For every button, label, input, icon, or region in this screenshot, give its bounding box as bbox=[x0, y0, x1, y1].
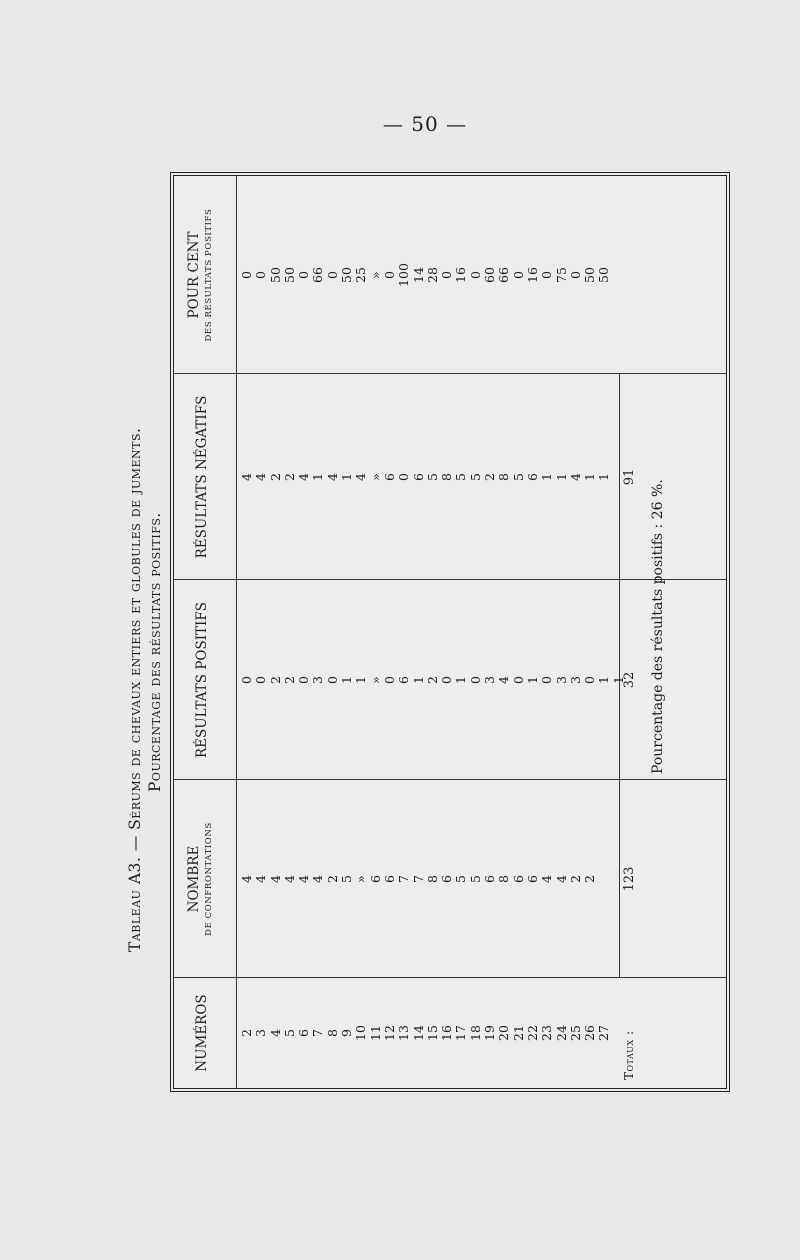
row-numero: 19 bbox=[482, 1025, 498, 1041]
row-positifs: 0 bbox=[253, 676, 269, 684]
row-negatifs: 4 bbox=[567, 473, 583, 481]
row-positifs: 0 bbox=[324, 676, 340, 684]
row-pourcent: 0 bbox=[539, 271, 555, 279]
row-pourcent: 0 bbox=[381, 271, 397, 279]
row-numero: 18 bbox=[467, 1025, 483, 1041]
row-numero: 24 bbox=[553, 1025, 569, 1041]
row-pourcent: 0 bbox=[567, 271, 583, 279]
row-negatifs: 8 bbox=[439, 473, 455, 481]
row-positifs: 1 bbox=[596, 676, 612, 684]
row-pourcent: 60 bbox=[482, 267, 498, 283]
row-positifs: 0 bbox=[539, 676, 555, 684]
row-numero: 9 bbox=[339, 1029, 355, 1037]
caption-line-1: Tableau A3. — Sérums de chevaux entiers et globules de juments. bbox=[126, 427, 144, 952]
row-positifs: 3 bbox=[553, 676, 569, 684]
row-numero: 22 bbox=[524, 1025, 540, 1041]
row-pourcent: 16 bbox=[524, 267, 540, 283]
row-positifs: 0 bbox=[439, 676, 455, 684]
row-pourcent: 100 bbox=[396, 263, 412, 287]
row-numero: 16 bbox=[439, 1025, 455, 1041]
row-nombre: 7 bbox=[396, 875, 412, 883]
row-numero: 5 bbox=[281, 1029, 297, 1037]
row-numero: 11 bbox=[367, 1025, 383, 1041]
row-positifs: 4 bbox=[496, 676, 512, 684]
row-numero: 15 bbox=[424, 1025, 440, 1041]
row-nombre: 4 bbox=[539, 875, 555, 883]
row-pourcent: 0 bbox=[510, 271, 526, 279]
row-numero: 27 bbox=[596, 1025, 612, 1041]
row-nombre: 5 bbox=[339, 875, 355, 883]
row-positifs: 3 bbox=[482, 676, 498, 684]
total-nombre: 123 bbox=[622, 866, 637, 892]
row-pourcent: 0 bbox=[467, 271, 483, 279]
row-negatifs: 1 bbox=[553, 473, 569, 481]
row-pourcent: » bbox=[367, 271, 383, 279]
row-pourcent: 16 bbox=[453, 267, 469, 283]
row-positifs: 1 bbox=[353, 676, 369, 684]
caption-line-2: Pourcentage des résultats positifs. bbox=[146, 512, 164, 792]
row-positifs: 0 bbox=[582, 676, 598, 684]
row-nombre: 5 bbox=[453, 875, 469, 883]
row-nombre: 4 bbox=[253, 875, 269, 883]
row-nombre: 4 bbox=[553, 875, 569, 883]
row-negatifs: 6 bbox=[381, 473, 397, 481]
row-positifs: 1 bbox=[339, 676, 355, 684]
total-positifs: 32 bbox=[622, 671, 637, 689]
row-nombre bbox=[597, 780, 611, 978]
row-numero: 17 bbox=[453, 1025, 469, 1041]
row-negatifs: » bbox=[367, 473, 383, 481]
row-positifs: 6 bbox=[396, 676, 412, 684]
row-positifs: 0 bbox=[296, 676, 312, 684]
row-negatifs: 2 bbox=[267, 473, 283, 481]
row-negatifs: 5 bbox=[467, 473, 483, 481]
row-nombre: 6 bbox=[381, 875, 397, 883]
percentage-note: Pourcentage des résultats positifs : 26 %. bbox=[650, 479, 666, 774]
header-rule bbox=[236, 176, 237, 1088]
row-nombre: 8 bbox=[424, 875, 440, 883]
row-numero: 21 bbox=[510, 1025, 526, 1041]
row-nombre: 5 bbox=[467, 875, 483, 883]
row-negatifs: 0 bbox=[396, 473, 412, 481]
row-positifs: 2 bbox=[267, 676, 283, 684]
row-numero: 26 bbox=[582, 1025, 598, 1041]
row-positifs: 1 bbox=[410, 676, 426, 684]
row-numero: 25 bbox=[567, 1025, 583, 1041]
row-negatifs: 1 bbox=[339, 473, 355, 481]
column-negatifs bbox=[240, 374, 612, 580]
row-nombre: 7 bbox=[410, 875, 426, 883]
totals-label: Totaux : bbox=[622, 1030, 636, 1080]
row-negatifs: 4 bbox=[324, 473, 340, 481]
row-negatifs: 2 bbox=[281, 473, 297, 481]
row-nombre: 4 bbox=[296, 875, 312, 883]
row-negatifs: 6 bbox=[524, 473, 540, 481]
row-nombre: 2 bbox=[567, 875, 583, 883]
row-positifs: 1 bbox=[524, 676, 540, 684]
row-nombre: 2 bbox=[582, 875, 598, 883]
row-numero: 7 bbox=[310, 1029, 326, 1037]
header-negatifs: RÉSULTATS NÉGATIFS bbox=[194, 395, 210, 559]
row-positifs: 2 bbox=[424, 676, 440, 684]
column-nombre bbox=[240, 780, 612, 978]
row-negatifs: 2 bbox=[482, 473, 498, 481]
row-numero: 6 bbox=[296, 1029, 312, 1037]
row-negatifs: 5 bbox=[453, 473, 469, 481]
row-pourcent: 66 bbox=[496, 267, 512, 283]
row-numero: 13 bbox=[396, 1025, 412, 1041]
row-nombre: 4 bbox=[310, 875, 326, 883]
rotated-table-page bbox=[125, 162, 695, 1092]
row-positifs: 0 bbox=[381, 676, 397, 684]
table-frame bbox=[170, 172, 730, 1092]
row-pourcent: 0 bbox=[253, 271, 269, 279]
row-pourcent: 0 bbox=[439, 271, 455, 279]
row-nombre: 4 bbox=[281, 875, 297, 883]
row-positifs: 1 bbox=[610, 676, 626, 684]
row-nombre: 6 bbox=[439, 875, 455, 883]
header-nombre: NOMBRE DE CONFRONTATIONS bbox=[186, 822, 214, 936]
row-numero: 2 bbox=[239, 1029, 254, 1037]
header-numeros: NUMÉROS bbox=[194, 994, 210, 1072]
row-positifs: 0 bbox=[239, 676, 254, 684]
row-pourcent: 50 bbox=[582, 267, 598, 283]
row-numero: 8 bbox=[324, 1029, 340, 1037]
row-numero: 14 bbox=[410, 1025, 426, 1041]
column-pourcent bbox=[240, 176, 612, 374]
row-positifs: 0 bbox=[510, 676, 526, 684]
table-caption bbox=[125, 192, 165, 952]
row-pourcent: 28 bbox=[424, 267, 440, 283]
row-positifs: 2 bbox=[281, 676, 297, 684]
row-nombre: 6 bbox=[367, 875, 383, 883]
row-numero: 3 bbox=[253, 1029, 269, 1037]
row-pourcent: 66 bbox=[310, 267, 326, 283]
row-pourcent: 0 bbox=[324, 271, 340, 279]
row-pourcent: 0 bbox=[239, 271, 254, 279]
row-nombre: 6 bbox=[510, 875, 526, 883]
row-negatifs: 4 bbox=[253, 473, 269, 481]
row-numero: 12 bbox=[381, 1025, 397, 1041]
row-positifs: 3 bbox=[310, 676, 326, 684]
row-nombre: 6 bbox=[482, 875, 498, 883]
row-numero: 20 bbox=[496, 1025, 512, 1041]
column-positifs bbox=[240, 580, 626, 780]
row-negatifs: 5 bbox=[510, 473, 526, 481]
row-positifs: » bbox=[367, 676, 383, 684]
page-number: — 50 — bbox=[382, 112, 468, 136]
row-negatifs: 4 bbox=[353, 473, 369, 481]
row-pourcent: 50 bbox=[281, 267, 297, 283]
row-negatifs: 5 bbox=[424, 473, 440, 481]
row-numero: 23 bbox=[539, 1025, 555, 1041]
header-positifs: RÉSULTATS POSITIFS bbox=[194, 602, 210, 759]
row-pourcent: 50 bbox=[339, 267, 355, 283]
row-numero: 4 bbox=[267, 1029, 283, 1037]
row-nombre: 8 bbox=[496, 875, 512, 883]
row-negatifs: 1 bbox=[582, 473, 598, 481]
row-negatifs: 1 bbox=[310, 473, 326, 481]
header-pourcent: POUR CENT DES RÉSULTATS POSITIFS bbox=[186, 208, 214, 342]
row-negatifs: 4 bbox=[239, 473, 254, 481]
row-negatifs: 6 bbox=[410, 473, 426, 481]
row-pourcent: 0 bbox=[296, 271, 312, 279]
row-pourcent: 25 bbox=[353, 267, 369, 283]
row-negatifs: 4 bbox=[296, 473, 312, 481]
row-pourcent: 14 bbox=[410, 267, 426, 283]
row-positifs: 3 bbox=[567, 676, 583, 684]
row-nombre: » bbox=[353, 875, 369, 883]
total-negatifs: 91 bbox=[622, 468, 637, 486]
row-positifs: 0 bbox=[467, 676, 483, 684]
row-positifs: 1 bbox=[453, 676, 469, 684]
row-nombre: 4 bbox=[239, 875, 254, 883]
row-negatifs: 1 bbox=[596, 473, 612, 481]
row-nombre: 2 bbox=[324, 875, 340, 883]
row-pourcent: 50 bbox=[596, 267, 612, 283]
row-nombre: 4 bbox=[267, 875, 283, 883]
row-pourcent: 50 bbox=[267, 267, 283, 283]
row-negatifs: 8 bbox=[496, 473, 512, 481]
column-numeros bbox=[240, 978, 612, 1088]
row-negatifs: 1 bbox=[539, 473, 555, 481]
row-nombre: 6 bbox=[524, 875, 540, 883]
row-numero: 10 bbox=[353, 1025, 369, 1041]
row-pourcent: 75 bbox=[553, 267, 569, 283]
